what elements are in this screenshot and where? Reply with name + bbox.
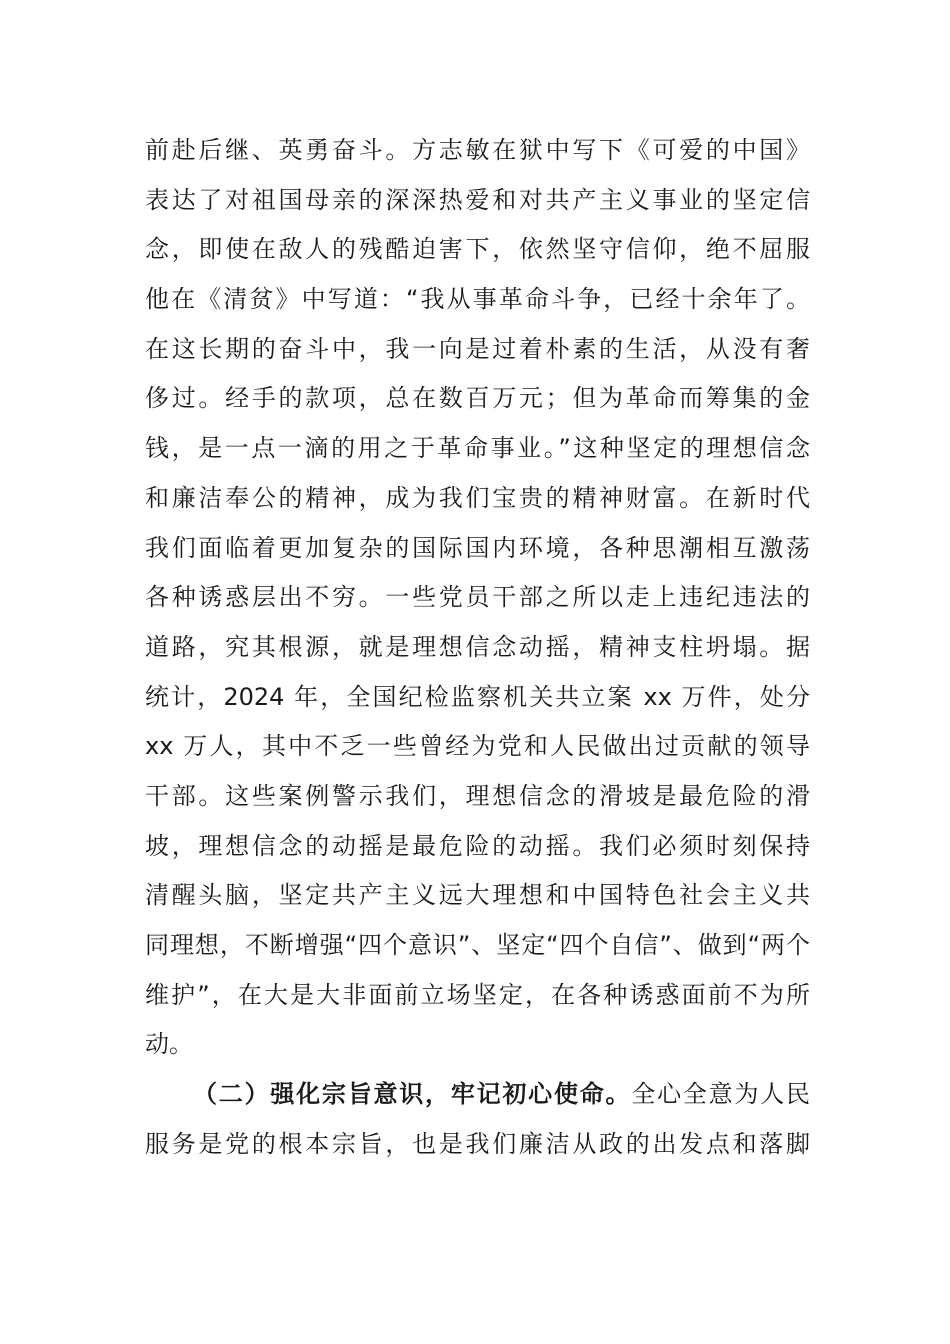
text-line: 和廉洁奉公的精神，成为我们宝贵的精神财富。在新时代 [145,483,810,512]
text-line: 各种诱惑层出不穷。一些党员干部之所以走上违纪违法的 [145,583,810,612]
text-line: 在这长期的奋斗中，我一向是过着朴素的生活，从没有奢 [145,334,810,363]
text-line: 他在《清贫》中写道：“我从事革命斗争，已经十余年了。 [145,285,810,314]
text-line: 动。 [145,1030,193,1059]
text-line: 我们面临着更加复杂的国际国内环境，各种思潮相互激荡 [145,533,810,562]
text-line: 干部。这些案例警示我们，理想信念的滑坡是最危险的滑 [145,781,810,810]
text-line: 侈过。经手的款项，总在数百万元；但为革命而筹集的金 [145,384,810,413]
text-line: 坡，理想信念的动摇是最危险的动摇。我们必须时刻保持 [145,831,810,860]
text-line: 清醒头脑，坚定共产主义远大理想和中国特色社会主义共 [145,881,810,910]
text-line: 统计，2024 年，全国纪检监察机关共立案 xx 万件，处分 [145,682,810,711]
text-line: 念，即使在敌人的残酷迫害下，依然坚守信仰，绝不屈服 [145,235,810,264]
text-line: 服务是党的根本宗旨，也是我们廉洁从政的出发点和落脚 [145,1129,810,1158]
text-line: 钱，是一点一滴的用之于革命事业。”这种坚定的理想信念 [145,434,810,463]
text-line: xx 万人，其中不乏一些曾经为党和人民做出过贡献的领导 [145,732,810,761]
text-line: 道路，究其根源，就是理想信念动摇，精神支柱坍塌。据 [145,632,810,661]
text-line: 同理想，不断增强“四个意识”、坚定“四个自信”、做到“两个 [145,931,810,959]
section-heading: （二）强化宗旨意识，牢记初心使命。 [193,1080,632,1109]
paragraph-2 [145,1070,810,1169]
text-line [145,1070,810,1120]
heading-continuation: 全心全意为人民 [631,1080,810,1109]
paragraph-1 [145,126,810,1070]
document-body [145,126,810,1169]
text-line: 表达了对祖国母亲的深深热爱和对共产主义事业的坚定信 [145,185,810,214]
text-line: 前赴后继、英勇奋斗。方志敏在狱中写下《可爱的中国》 [145,136,810,164]
text-line: 维护”，在大是大非面前立场坚定，在各种诱惑面前不为所 [145,980,810,1009]
